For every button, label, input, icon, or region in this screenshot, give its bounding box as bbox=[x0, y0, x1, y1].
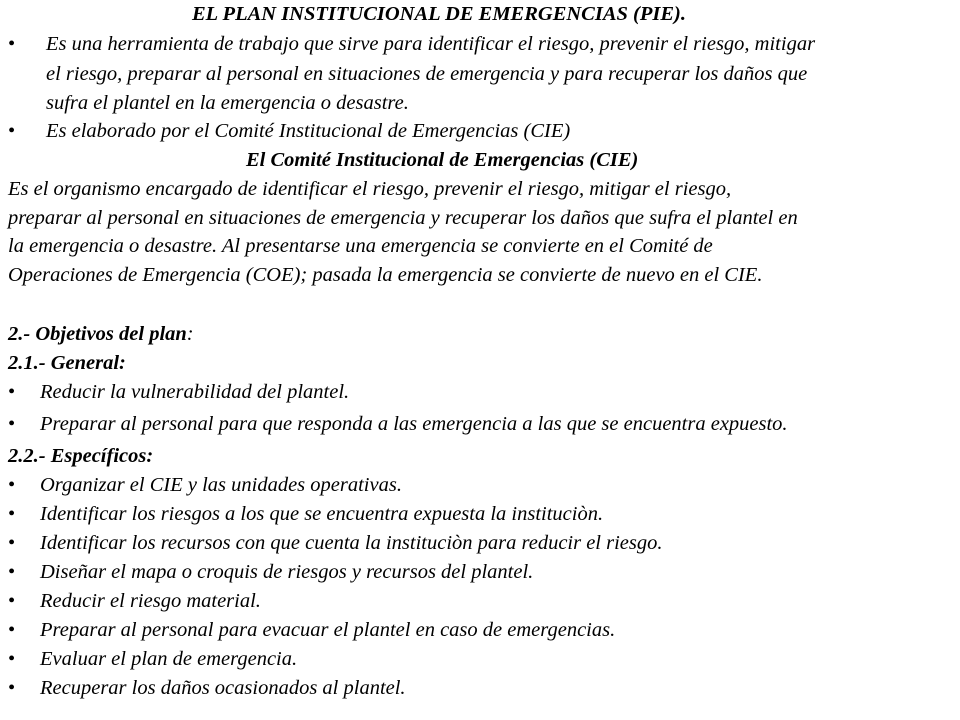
general-bullet-2: Preparar al personal para que responda a las emergencia a las que se encuentra expuesto. bbox=[40, 413, 788, 435]
specific-bullet-6: Preparar al personal para evacuar el plantel en caso de emergencias. bbox=[40, 619, 616, 641]
general-heading: 2.1.- General: bbox=[8, 352, 126, 374]
intro-bullet-1-line-3: sufra el plantel en la emergencia o desastre. bbox=[46, 92, 409, 114]
bullet-icon: • bbox=[8, 590, 16, 612]
objectives-heading bbox=[8, 322, 194, 346]
specific-bullet-2: Identificar los riesgos a los que se encuentra expuesta la instituciòn. bbox=[40, 503, 604, 525]
intro-bullet-1-line-1: Es una herramienta de trabajo que sirve para identificar el riesgo, prevenir el riesgo, mitigar bbox=[46, 33, 816, 55]
bullet-icon: • bbox=[8, 381, 16, 403]
intro-bullet-1-line-2: el riesgo, preparar al personal en situaciones de emergencia y para recuperar los daños que bbox=[46, 63, 808, 85]
specific-bullet-7: Evaluar el plan de emergencia. bbox=[40, 648, 298, 670]
bullet-icon: • bbox=[8, 120, 16, 142]
cie-paragraph-line-2: preparar al personal en situaciones de emergencia y recuperar los daños que sufra el plantel en bbox=[8, 207, 798, 229]
bullet-icon: • bbox=[8, 648, 16, 670]
specific-bullet-1: Organizar el CIE y las unidades operativas. bbox=[40, 474, 402, 496]
intro-bullet-2: Es elaborado por el Comité Institucional de Emergencias (CIE) bbox=[46, 120, 571, 142]
bullet-icon: • bbox=[8, 532, 16, 554]
bullet-icon: • bbox=[8, 503, 16, 525]
document-title: EL PLAN INSTITUCIONAL DE EMERGENCIAS (PIE). bbox=[192, 3, 686, 25]
specific-bullet-8: Recuperar los daños ocasionados al plantel. bbox=[40, 677, 406, 699]
bullet-icon: • bbox=[8, 33, 16, 55]
objectives-heading-text: 2.- Objetivos del plan bbox=[8, 323, 187, 345]
cie-paragraph-line-4: Operaciones de Emergencia (COE); pasada la emergencia se convierte de nuevo en el CIE. bbox=[8, 264, 763, 286]
specific-bullet-5: Reducir el riesgo material. bbox=[40, 590, 261, 612]
bullet-icon: • bbox=[8, 413, 16, 435]
general-bullet-1: Reducir la vulnerabilidad del plantel. bbox=[40, 381, 350, 403]
objectives-heading-colon: : bbox=[186, 323, 194, 345]
cie-paragraph-line-3: la emergencia o desastre. Al presentarse una emergencia se convierte en el Comité de bbox=[8, 235, 713, 257]
bullet-icon: • bbox=[8, 677, 16, 699]
cie-heading: El Comité Institucional de Emergencias (CIE) bbox=[246, 149, 639, 171]
bullet-icon: • bbox=[8, 619, 16, 641]
specific-bullet-4: Diseñar el mapa o croquis de riesgos y recursos del plantel. bbox=[40, 561, 534, 583]
cie-paragraph-line-1: Es el organismo encargado de identificar el riesgo, prevenir el riesgo, mitigar el riesgo, bbox=[8, 178, 732, 200]
specific-heading: 2.2.- Específicos: bbox=[8, 445, 154, 467]
bullet-icon: • bbox=[8, 561, 16, 583]
specific-bullet-3: Identificar los recursos con que cuenta la instituciòn para reducir el riesgo. bbox=[40, 532, 663, 554]
bullet-icon: • bbox=[8, 474, 16, 496]
